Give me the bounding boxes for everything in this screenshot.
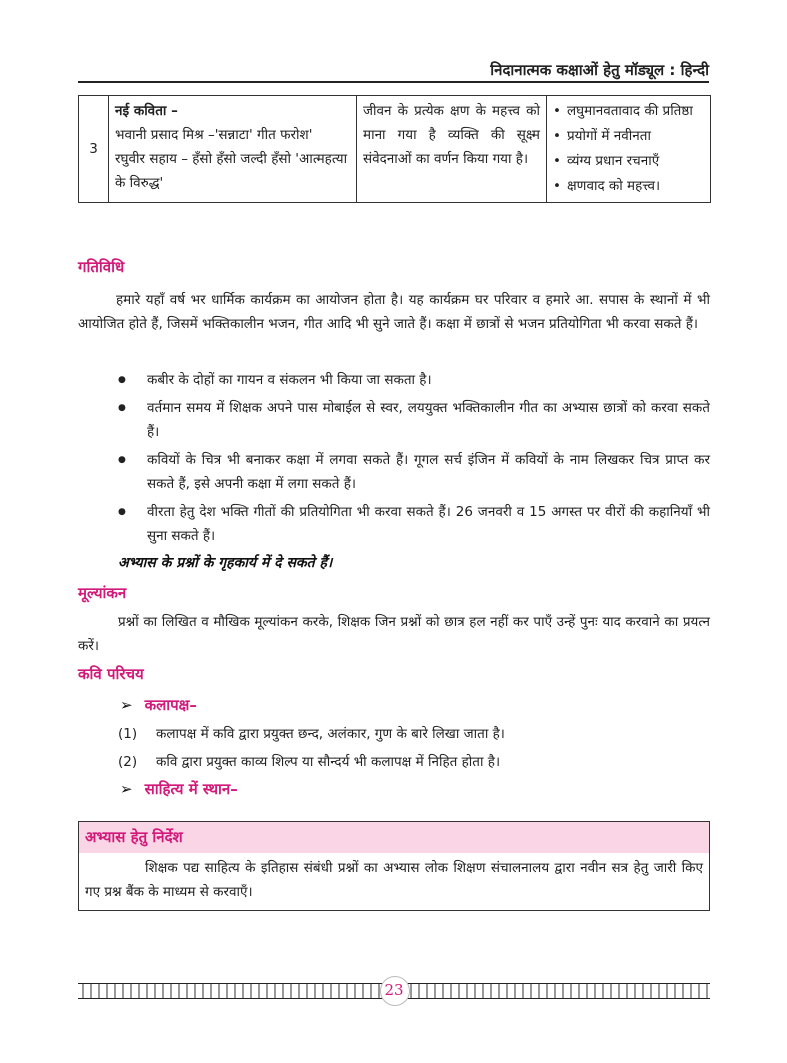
header-rule [78, 81, 709, 83]
row-number: 3 [79, 96, 109, 203]
activity-intro: हमारे यहाँ वर्ष भर धार्मिक कार्यक्रम का आयोजन होता है। यह कार्यक्रम घर परिवार व हमारे आ. सपास के स्थानों में भी आयोजित होते हैं, जिसमें भक्तिकालीन भजन, गीत आदि भी सुने जाते हैं। कक्षा में छात्रों से भजन प्रतियोगिता भी करवा सकते हैं। [78, 292, 710, 332]
numbered-item [118, 750, 500, 774]
list-item: • व्यंग्य प्रधान रचनाएँ [553, 149, 704, 174]
item-number: (2) [118, 754, 138, 770]
page-number: 23 [384, 981, 404, 999]
header-title: निदानात्मक कक्षाओं हेतु मॉड्यूल : हिन्दी [490, 61, 709, 79]
bullet-text: ● वीरता हेतु देश भक्ति गीतों की प्रतियोगिता भी करवा सकते हैं। 26 जनवरी व 15 अगस्त पर वीरों की कहानियाँ भी सुना सकते हैं। [147, 504, 710, 544]
poet-line: रघुवीर सहाय – हँसो हँसो जल्दी हँसो 'आत्महत्या के विरुद्ध' [115, 151, 348, 191]
practice-box [78, 821, 710, 911]
bullet-text: ● कबीर के दोहों का गायन व संकलन भी किया जा सकता है। [147, 372, 432, 388]
feature-cell: जीवन के प्रत्येक क्षण के महत्त्व को माना गया है व्यक्ति की सूक्ष्म संवेदनाओं का वर्णन किया गया है। [357, 96, 547, 203]
arrow-icon: ➢ [120, 696, 133, 714]
poet-line: भवानी प्रसाद मिश्र –'सन्नाटा' गीत फरोश' [115, 127, 313, 143]
bullet-text: ● वर्तमान समय में शिक्षक अपने पास मोबाईल से स्वर, लययुक्त भक्तिकालीन गीत का अभ्यास छात्रों को करवा सकते हैं। [147, 400, 710, 440]
item-text: कवि द्वारा प्रयुक्त काव्य शिल्प या सौन्दर्य भी कलापक्ष में निहित होता है। [156, 754, 501, 770]
list-item: • प्रयोगों में नवीनता [553, 124, 704, 149]
list-item [78, 500, 710, 548]
poet-cell [109, 96, 357, 203]
list-item [78, 448, 710, 496]
sahitya-label: साहित्य में स्थान– [144, 780, 238, 798]
practice-heading: अभ्यास हेतु निर्देश [85, 828, 183, 846]
activity-bullets [78, 368, 710, 552]
bullet-text: ● कवियों के चित्र भी बनाकर कक्षा में लगवा सकते हैं। गूगल सर्च इंजिन में कवियों के नाम लिखकर चित्र प्राप्त कर सकते हैं, इसे अपनी कक्षा में लगा सकते हैं। [147, 452, 710, 492]
poet-cell-heading: नई कविता – [115, 103, 178, 119]
list-item: • क्षणवाद को महत्त्व। [553, 174, 704, 199]
item-number: (1) [118, 726, 138, 742]
numbered-item [118, 722, 505, 746]
kalapaksh-heading [120, 695, 197, 715]
sahitya-heading [120, 779, 238, 799]
trait-cell [547, 96, 711, 203]
evaluation-heading: मूल्यांकन [78, 584, 127, 602]
item-text: कलापक्ष में कवि द्वारा प्रयुक्त छन्द, अलंकार, गुण के बारे लिखा जाता है। [156, 726, 505, 742]
practice-text: शिक्षक पद्य साहित्य के इतिहास संबंधी प्रश्नों का अभ्यास लोक शिक्षण संचालनालय द्वारा नवीन सत्र हेतु जारी किए गए प्रश्न बैंक के माध्यम से करवाएँ। [85, 860, 703, 900]
evaluation-text: प्रश्नों का लिखित व मौखिक मूल्यांकन करके, शिक्षक जिन प्रश्नों को छात्र हल नहीं कर पाएँ उन्हें पुनः याद करवाने का प्रयत्न करें। [78, 614, 710, 654]
arrow-icon: ➢ [120, 780, 133, 798]
list-item [78, 396, 710, 444]
kalapaksh-label: कलापक्ष– [144, 696, 197, 714]
activity-heading: गतिविधि [78, 258, 125, 276]
list-item: • लघुमानवतावाद की प्रतिष्ठा [553, 99, 704, 124]
list-item [78, 368, 710, 392]
poet-intro-heading: कवि परिचय [78, 665, 144, 683]
homework-note: अभ्यास के प्रश्नों के गृहकार्य में दे सकते हैं। [118, 555, 333, 571]
table-row [79, 96, 711, 203]
poetry-table [78, 95, 711, 203]
